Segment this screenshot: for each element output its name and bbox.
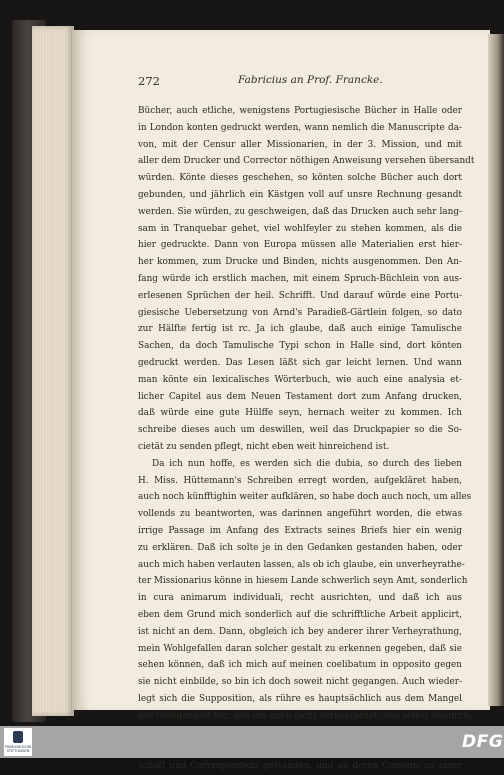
text-line: sam in Tranquebar gehet, viel wohlfeyler zu stehen kommen, als die xyxy=(138,223,462,234)
text-line: legt sich die Supposition, als rühre es hauptsächlich aus dem Mangel xyxy=(138,693,462,704)
text-line: in London konten gedruckt werden, wann nemlich die Manuscripte da- xyxy=(138,122,462,133)
text-line: fang würde ich erstlich machen, mit einem Spruch-Büchlein von aus- xyxy=(138,273,462,284)
paragraph-start-line: Da ich nun hoffe, es werden sich die dubia, so durch des lieben xyxy=(152,458,462,469)
library-logo[interactable] xyxy=(4,728,32,756)
text-line: werden. Sie würden, zu geschweigen, daß das Drucken auch sehr lang- xyxy=(138,206,462,217)
text-line: Sachen, da doch Tamulische Typi schon in Halle sind, dort könten xyxy=(138,341,462,352)
text-line: giesische Uebersetzung von Arnd's Paradieß-Gärtlein folgen, so dato xyxy=(138,307,462,318)
text-line: würden. Könte dieses geschehen, so könten solche Bücher auch dort xyxy=(138,173,462,184)
text-line: licher Capitel aus dem Neuen Testament dort zum Anfang drucken, xyxy=(138,391,462,402)
text-line: daß würde eine gute Hülffe seyn, hernach weiter zu kommen. Ich xyxy=(138,408,462,419)
text-line: auch mich haben verlauten lassen, als ob ich glaube, ein unverheyrathe- xyxy=(138,559,465,570)
text-line: gebunden, und jährlich ein Kästgen voll auf unsre Rechnung gesandt xyxy=(138,189,462,200)
text-line: ter Missionarius könne in hiesem Lande schwerlich seyn Amt, sonderlich xyxy=(138,576,468,587)
page-header xyxy=(138,74,460,90)
library-emblem-icon xyxy=(13,731,23,743)
text-line: schreibe dieses auch um deswillen, weil das Druckpapier so die So- xyxy=(138,425,462,436)
page-right-edge xyxy=(488,34,504,706)
text-line: sie nicht einbilde, so bin ich doch soweit nicht gegangen. Auch wieder- xyxy=(138,677,462,688)
text-line: zur Hälfte fertig ist rc. Ja ich glaube, daß auch einige Tamulische xyxy=(138,324,462,335)
text-line: hier gedruckte. Dann von Europa müssen alle Materialien erst hier- xyxy=(138,240,462,251)
text-line: in cura animarum individuali, recht ausrichten, und daß ich aus xyxy=(138,593,462,604)
text-line: der Gelegenheit her, daß ich mich nicht verheyrathet, von selbst dadurch, xyxy=(138,710,472,721)
library-logo-text: FRANCKESCHE STIFTUNGEN xyxy=(5,745,32,753)
dfg-logo[interactable]: DFG xyxy=(462,732,504,752)
text-line: gedruckt werden. Das Lesen läßt sich gar leicht lernen. Und wann xyxy=(138,357,462,368)
text-line: schaft und Correspondenz gestanden, und an deren Consens zu einer xyxy=(138,761,462,772)
text-line: man könte ein lexicalisches Wörterbuch, wie auch eine analysia et- xyxy=(138,374,462,385)
text-line: ist nicht an dem. Dann, obgleich ich bey anderer ihrer Verheyrathung, xyxy=(138,626,462,637)
text-line: aller dem Drucker und Corrector nöthigen Anweisung versehen übersandt xyxy=(138,156,475,167)
text-line: erlesenen Sprüchen der heil. Schrifft. Und darauf würde eine Portu- xyxy=(138,290,462,301)
page-number: 272 xyxy=(138,74,160,88)
text-line: zu erklären. Daß ich solte je in den Gedanken gestanden haben, oder xyxy=(138,542,462,553)
text-line: H. Miss. Hüttemann's Schreiben erregt worden, aufgekläret haben, xyxy=(138,475,462,486)
page-stack-edges xyxy=(32,26,74,716)
text-line: irrige Passage im Anfang des Extracts seines Briefs hier ein wenig xyxy=(138,525,462,536)
text-line: auch noch künfftighin weiter aufklären, so habe doch auch noch, um alles xyxy=(138,492,472,503)
running-title: Fabricius an Prof. Francke. xyxy=(238,74,383,86)
text-line: Bücher, auch etliche, wenigstens Portugiesische Bücher in Halle oder xyxy=(138,106,462,116)
text-line: mein Wohlgefallen daran solcher gestalt zu erkennen gegeben, daß sie xyxy=(138,643,462,654)
text-line: eben dem Grund mich sonderlich auf die schrifftliche Arbeit applicirt, xyxy=(138,609,462,620)
text-line: vollends zu beantworten, was darinnen angeführt worden, die etwas xyxy=(138,509,462,520)
text-line: cietät zu senden pflegt, nicht eben weit hinreichend ist. xyxy=(138,441,390,452)
text-line: von, mit der Censur aller Missionarien, in der 3. Mission, und mit xyxy=(138,139,462,150)
body-text xyxy=(138,103,475,775)
text-line: sehen können, daß ich mich auf meinen coelibatum in opposito gegen xyxy=(138,660,462,671)
text-line: her kommen, zum Drucke und Binden, nichts ausgenommen. Den An- xyxy=(138,257,462,268)
viewer-footer-bar xyxy=(0,726,504,758)
